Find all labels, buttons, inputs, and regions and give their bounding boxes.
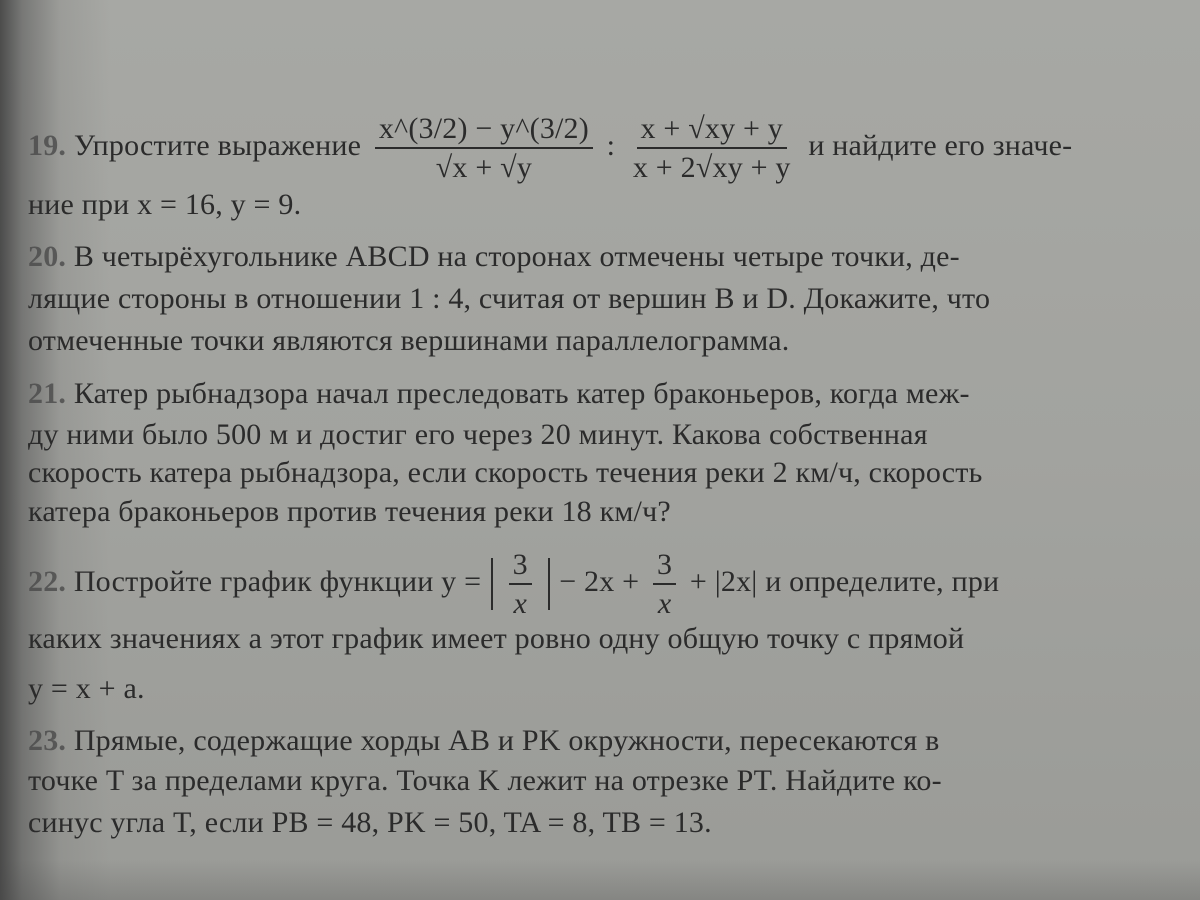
problem-22-line1 bbox=[28, 548, 999, 620]
problem-text: катера браконьеров против течения реки 18 км/ч? bbox=[28, 495, 671, 528]
problem-21-line3 bbox=[28, 456, 983, 490]
problem-text: Упростите выражение bbox=[73, 128, 362, 162]
problem-text: скорость катера рыбнадзора, если скорость течения реки 2 км/ч, скорость bbox=[28, 456, 983, 489]
problem-21-line2 bbox=[28, 418, 928, 452]
problem-number: 20. bbox=[28, 240, 67, 273]
fraction-2 bbox=[629, 112, 795, 184]
problem-text: ду ними было 500 м и достиг его через 20 минут. Какова собственная bbox=[28, 418, 928, 451]
fraction-3-over-x bbox=[653, 548, 676, 620]
formula-plus: + |2x| bbox=[689, 564, 758, 598]
problem-text: лящие стороны в отношении 1 : 4, считая от вершин B и D. Докажите, что bbox=[28, 282, 991, 315]
formula-tail: − 2x + bbox=[559, 564, 640, 598]
problem-number: 22. bbox=[28, 564, 67, 598]
problem-text: Катер рыбнадзора начал преследовать катер браконьеров, когда меж- bbox=[73, 377, 970, 410]
problem-text: Прямые, содержащие хорды AB и PK окружности, пересекаются в bbox=[73, 724, 940, 757]
problem-number: 19. bbox=[28, 128, 67, 162]
problem-23-line3 bbox=[28, 806, 712, 840]
denominator-x: x bbox=[657, 587, 672, 620]
denominator-x: x bbox=[513, 587, 527, 620]
fraction-1 bbox=[375, 112, 593, 184]
problem-text: отмеченные точки являются вершинами параллелограмма. bbox=[28, 324, 790, 357]
abs-bar-right bbox=[548, 558, 550, 610]
fraction-2-numerator: x + √xy + y bbox=[637, 112, 788, 149]
problem-22-line3 bbox=[28, 672, 145, 706]
problem-22-line2 bbox=[28, 622, 964, 656]
fraction-1-denominator: √x + √y bbox=[435, 151, 533, 184]
division-operator: : bbox=[606, 128, 616, 162]
problem-20-line2 bbox=[28, 282, 990, 316]
problem-20-line3 bbox=[28, 324, 790, 358]
problem-text: Постройте график функции y = bbox=[73, 564, 482, 598]
problem-20-line1 bbox=[28, 240, 960, 274]
fraction-1-numerator: x^(3/2) − y^(3/2) bbox=[375, 112, 593, 149]
page-shadow bbox=[0, 860, 1200, 900]
numerator-3: 3 bbox=[509, 548, 532, 585]
problem-text: синус угла T, если PB = 48, PK = 50, TA = 8, TB = 13. bbox=[28, 806, 712, 839]
abs-bar-left bbox=[491, 558, 493, 610]
problem-23-line1 bbox=[28, 724, 939, 758]
problem-21-line4 bbox=[28, 495, 671, 529]
problem-19-line1 bbox=[28, 112, 1072, 184]
fraction-3-over-x-abs bbox=[509, 548, 532, 620]
problem-19-line2 bbox=[28, 188, 301, 222]
problem-23-line2 bbox=[28, 764, 942, 798]
problem-text: В четырёхугольнике ABCD на сторонах отмечены четыре точки, де- bbox=[73, 240, 960, 273]
problem-text: y = x + a. bbox=[28, 672, 145, 705]
numerator-3: 3 bbox=[653, 548, 676, 585]
problem-text: точке T за пределами круга. Точка K лежит на отрезке PT. Найдите ко- bbox=[28, 764, 942, 797]
problem-text: ние при x = 16, y = 9. bbox=[28, 188, 302, 221]
problem-text: и определите, при bbox=[765, 564, 1000, 598]
problem-21-line1 bbox=[28, 377, 970, 411]
problem-text: каких значениях a этот график имеет ровно одну общую точку с прямой bbox=[28, 622, 965, 655]
problem-text: и найдите его значе- bbox=[808, 128, 1073, 162]
fraction-2-denominator: x + 2√xy + y bbox=[632, 151, 791, 184]
problem-number: 23. bbox=[28, 724, 67, 757]
problem-number: 21. bbox=[28, 377, 67, 410]
